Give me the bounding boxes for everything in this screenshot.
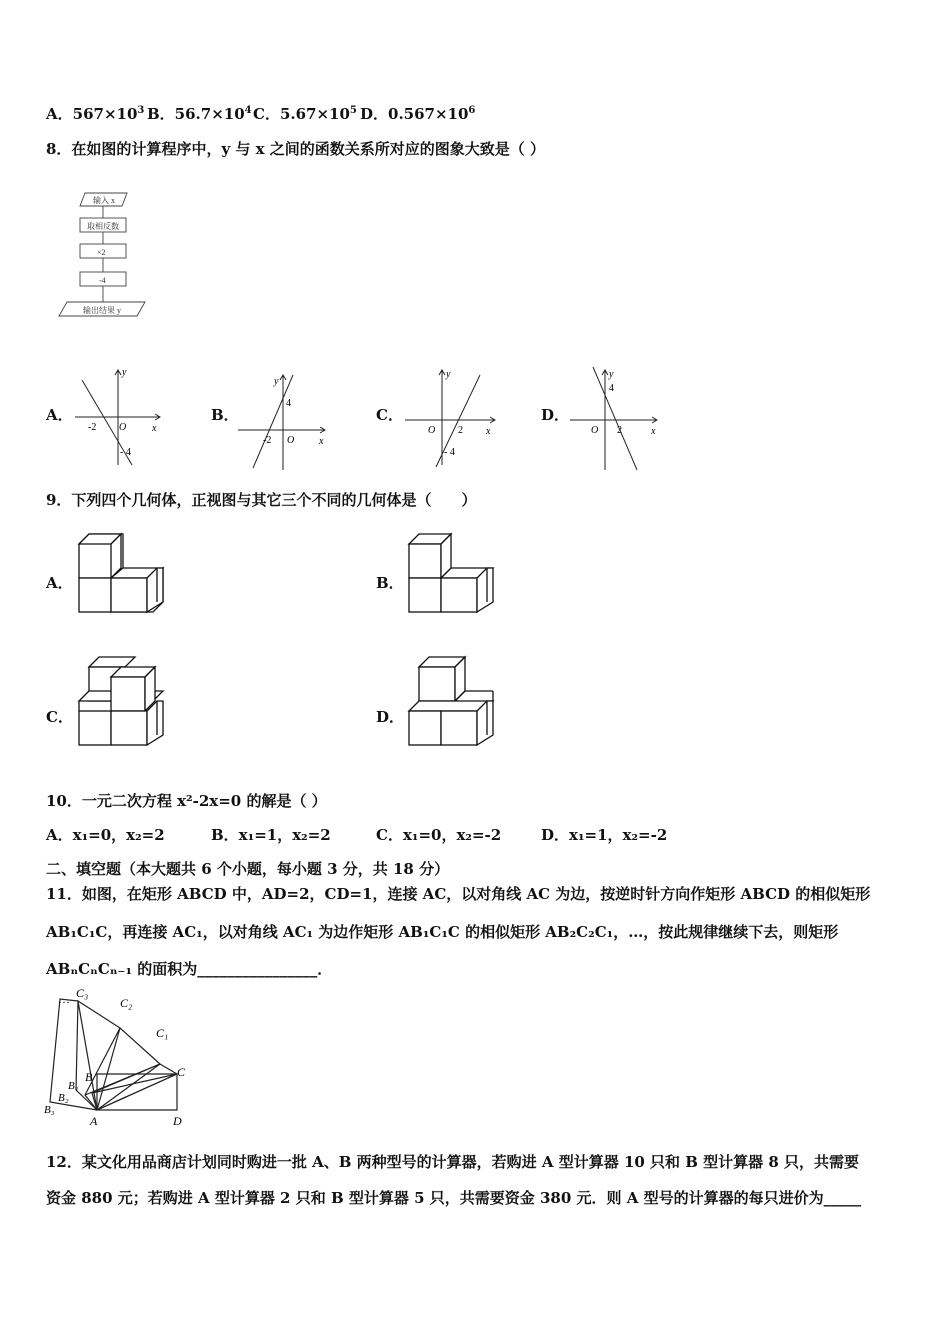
q10-option-d: D．x₁=1，x₂=-2 <box>541 826 668 844</box>
q7-option-d: D．$0.567\times 10^6$ <box>360 105 476 123</box>
q9-solid-c <box>75 655 175 747</box>
q11-figure <box>40 985 210 1130</box>
origin: O <box>119 422 127 433</box>
q7-option-a: A．$567\times 10^3$ <box>46 105 145 123</box>
label-c3: C₃ <box>76 986 89 1000</box>
q8-option-c-label: C． <box>376 406 403 424</box>
axis-y: y <box>609 369 614 380</box>
axis-x: x <box>486 426 491 437</box>
label-b3: B₃ <box>44 1104 55 1116</box>
label-dots: … <box>58 992 70 1006</box>
y-intercept: 4 <box>609 383 614 394</box>
flow-times2: ×2 <box>97 248 106 257</box>
x-intercept: -2 <box>263 435 272 446</box>
q8-option-b-label: B． <box>211 406 239 424</box>
q9-option-a-label: A． <box>46 574 73 592</box>
x-intercept: -2 <box>88 422 97 433</box>
axis-y: y <box>122 367 127 378</box>
axis-y: y <box>446 369 451 380</box>
q8-option-d-label: D． <box>541 406 570 424</box>
q8-graph-c <box>400 365 500 470</box>
q10-stem: 10．一元二次方程 x²-2x=0 的解是（ ） <box>46 792 327 810</box>
flow-output: 输出结果 y <box>83 306 121 315</box>
axis-y: y <box>274 376 279 387</box>
axis-x: x <box>152 423 157 434</box>
flow-negate: 取相反数 <box>87 222 119 231</box>
label-b1: B₁ <box>68 1080 79 1092</box>
x-intercept: 2 <box>617 425 622 436</box>
q8-stem: 8．在如图的计算程序中，y 与 x 之间的函数关系所对应的图象大致是（ ） <box>46 140 545 158</box>
q9-solid-d <box>405 655 505 747</box>
origin: O <box>591 425 599 436</box>
q8-graph-d <box>565 365 665 470</box>
flow-input: 输入 x <box>93 196 115 205</box>
q8-flowchart <box>55 188 155 318</box>
q12-line2: 资金 880 元；若购进 A 型计算器 2 只和 B 型计算器 5 只，共需要资金 380 元．则 A 型号的计算器的每只进价为_____ <box>46 1189 862 1207</box>
q9-solid-b <box>405 522 505 614</box>
x-intercept: 2 <box>458 425 463 436</box>
label-c1: C₁ <box>156 1026 169 1040</box>
label-c2: C₂ <box>120 996 133 1010</box>
q7-option-b: B．$56.7\times 10^4$ <box>147 105 252 123</box>
q9-solid-a <box>75 522 175 614</box>
q8-graph-a <box>70 365 170 470</box>
y-intercept: - 4 <box>444 447 455 458</box>
label-b2: B₂ <box>58 1092 69 1104</box>
label-a: A <box>90 1114 98 1128</box>
axis-x: x <box>651 426 656 437</box>
q8-option-a-label: A． <box>46 406 73 424</box>
label-d: D <box>173 1114 182 1128</box>
y-intercept: 4 <box>286 398 291 409</box>
q11-line1: 11．如图，在矩形 ABCD 中，AD=2，CD=1，连接 AC，以对角线 AC 为边，按逆时针方向作矩形 ABCD 的相似矩形 <box>46 885 871 903</box>
y-intercept: - 4 <box>120 447 131 458</box>
q9-option-c-label: C． <box>46 708 73 726</box>
axis-x: x <box>319 436 324 447</box>
q9-stem: 9．下列四个几何体，正视图与其它三个不同的几何体是（ ） <box>46 491 477 509</box>
q12-line1: 12．某文化用品商店计划同时购进一批 A、B 两种型号的计算器，若购进 A 型计算器 10 只和 B 型计算器 8 只，共需要 <box>46 1153 860 1171</box>
q11-line2: AB₁C₁C，再连接 AC₁，以对角线 AC₁ 为边作矩形 AB₁C₁C 的相似矩形 AB₂C₂C₁，…，按此规律继续下去，则矩形 <box>46 923 839 941</box>
q10-option-a: A．x₁=0，x₂=2 <box>46 826 165 844</box>
section-title: 二、填空题（本大题共 6 个小题，每小题 3 分，共 18 分） <box>46 860 450 878</box>
q9-option-d-label: D． <box>376 708 405 726</box>
q11-line3: ABₙCₙCₙ₋₁ 的面积为________________． <box>46 960 333 978</box>
q10-option-b: B．x₁=1，x₂=2 <box>211 826 331 844</box>
label-c: C <box>177 1065 186 1079</box>
q7-option-c: C．$5.67\times 10^5$ <box>253 105 357 123</box>
origin: O <box>428 425 436 436</box>
flow-minus4: -4 <box>99 276 106 285</box>
q9-option-b-label: B． <box>376 574 404 592</box>
label-b: B <box>85 1070 93 1084</box>
origin: O <box>287 435 295 446</box>
q10-option-c: C．x₁=0，x₂=-2 <box>376 826 502 844</box>
q8-graph-b <box>235 370 335 475</box>
